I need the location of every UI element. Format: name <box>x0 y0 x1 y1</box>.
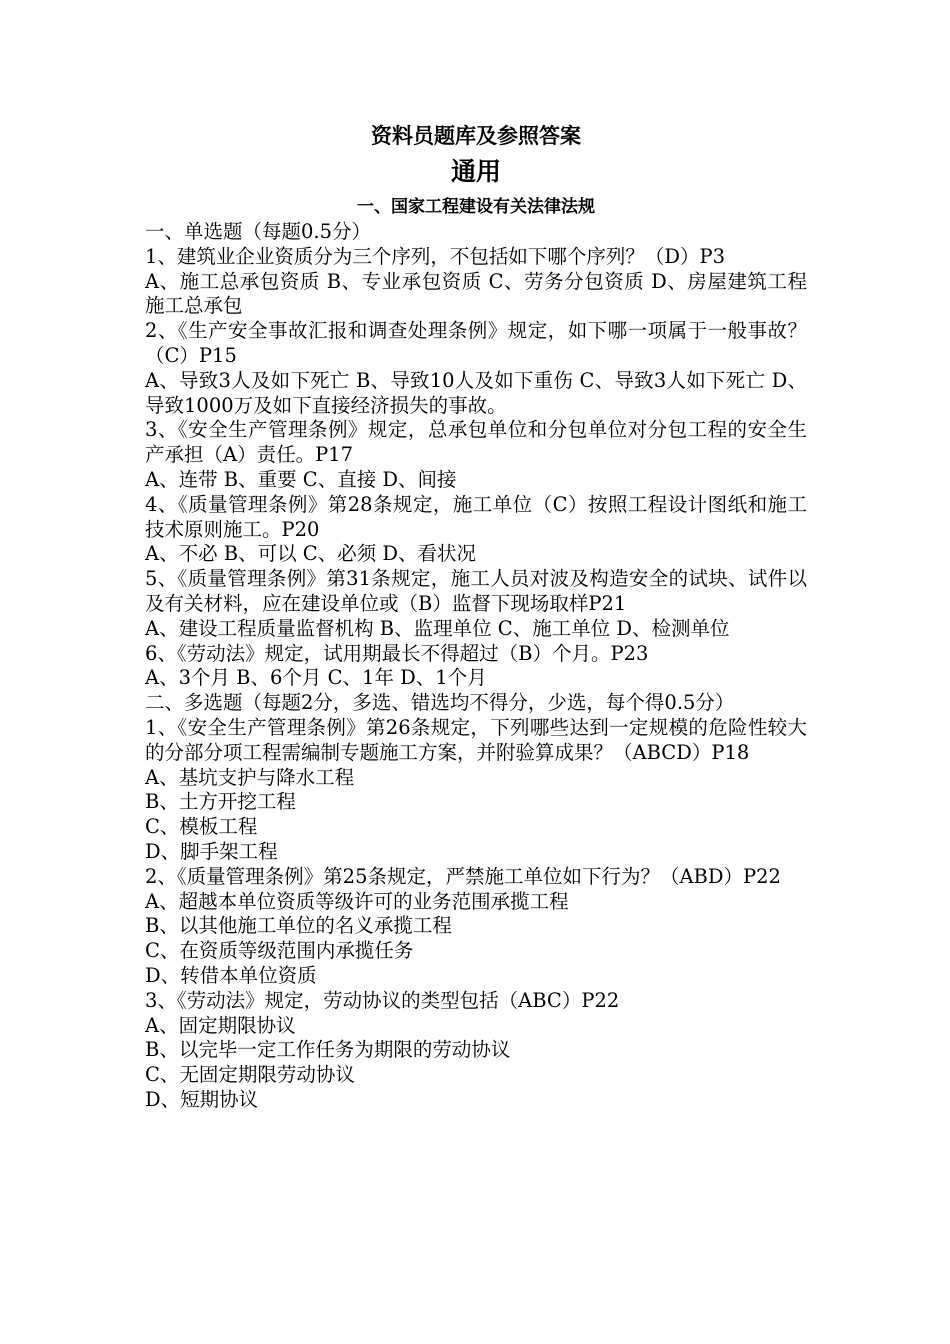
text-line: 6、《劳动法》规定，试用期最长不得超过（B）个月。P23 <box>145 641 649 665</box>
text-line: A、超越本单位资质等级许可的业务范围承揽工程 <box>145 889 569 913</box>
text-line: D、短期协议 <box>145 1087 259 1111</box>
text-line: C、无固定期限劳动协议 <box>145 1063 355 1087</box>
text-line: D、脚手架工程 <box>145 839 278 863</box>
text-line: D、转借本单位资质 <box>145 963 317 987</box>
text-line: 2、《质量管理条例》第25条规定，严禁施工单位如下行为？（ABD）P22 <box>145 864 781 888</box>
text-line: 一、单选题（每题0.5分） <box>145 220 372 243</box>
text-line: B、土方开挖工程 <box>145 790 296 814</box>
section-heading: 一、国家工程建设有关法律法规 <box>357 197 595 217</box>
text-line: 1、《安全生产管理条例》第26条规定，下列哪些达到一定规模的危险性较大的分部分项工程需编制专题施工方案，并附验算成果？（ABCD）P18 <box>145 715 807 764</box>
text-line: A、固定期限协议 <box>145 1013 296 1037</box>
text-line: A、建设工程质量监督机构 B、监理单位 C、施工单位 D、检测单位 <box>145 616 730 640</box>
text-line: A、施工总承包资质 B、专业承包资质 C、劳务分包资质 D、房屋建筑工程施工总承包 <box>145 269 807 318</box>
text-line: A、连带 B、重要 C、直接 D、间接 <box>145 467 457 491</box>
question-list <box>145 220 807 1113</box>
text-line: A、不必 B、可以 C、必须 D、看状况 <box>145 542 477 566</box>
text-line: A、3个月 B、6个月 C、1年 D、1个月 <box>145 666 487 690</box>
document-subtitle: 通用 <box>450 157 501 186</box>
text-line: A、导致3人及如下死亡 B、导致10人及如下重伤 C、导致3人如下死亡 D、导致1000万及如下直接经济损失的事故。 <box>145 368 807 417</box>
text-line: 二、多选题（每题2分，多选、错选均不得分，少选，每个得0.5分） <box>145 691 735 715</box>
document-title: 资料员题库及参照答案 <box>371 123 581 148</box>
text-line: C、在资质等级范围内承揽任务 <box>145 939 414 963</box>
text-line: 2、《生产安全事故汇报和调查处理条例》规定，如下哪一项属于一般事故？（C）P15 <box>145 319 807 367</box>
text-line: B、以其他施工单位的名义承揽工程 <box>145 914 452 938</box>
text-line: 4、《质量管理条例》第28条规定，施工单位（C）按照工程设计图纸和施工技术原则施工。P20 <box>145 492 807 541</box>
text-line: 3、《劳动法》规定，劳动协议的类型包括（ABC）P22 <box>145 988 620 1012</box>
text-line: 5、《质量管理条例》第31条规定，施工人员对波及构造安全的试块、试件以及有关材料，应在建设单位或（B）监督下现场取样P21 <box>145 567 807 615</box>
text-line: B、以完毕一定工作任务为期限的劳动协议 <box>145 1038 511 1062</box>
document-page <box>145 120 807 1113</box>
text-line: C、模板工程 <box>145 815 258 839</box>
text-line: A、基坑支护与降水工程 <box>145 765 355 789</box>
text-line: 3、《安全生产管理条例》规定，总承包单位和分包单位对分包工程的安全生产承担（A）责任。P17 <box>145 418 807 467</box>
text-line: 1、建筑业企业资质分为三个序列，不包括如下哪个序列？（D）P3 <box>145 244 726 268</box>
